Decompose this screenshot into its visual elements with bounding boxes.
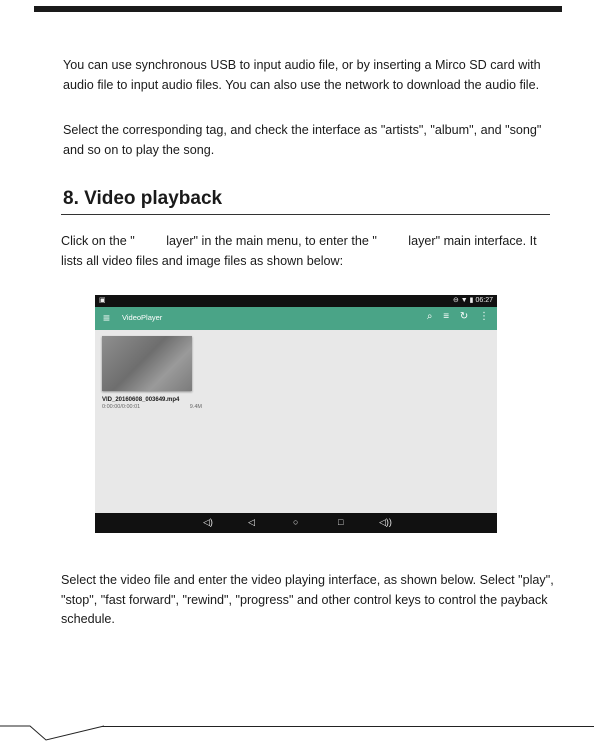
status-indicators: ⊖ ▼ ▮ 06:27	[453, 297, 493, 304]
playback-paragraph: Select the video file and enter the video playing interface, as shown below. Select "play", "stop", "fast forward", "rewind", "progress" and other control keys to control the payback schedule.	[61, 573, 554, 626]
video-player-screenshot	[95, 295, 497, 533]
refresh-icon[interactable]: ↻	[459, 311, 469, 322]
search-icon[interactable]: ⌕	[426, 311, 433, 322]
overflow-menu-icon[interactable]: ⋮	[479, 311, 489, 322]
page-header-bar	[34, 6, 562, 12]
section-title: 8. Video playback	[63, 188, 223, 209]
video-thumbnail[interactable]	[102, 336, 192, 391]
video-intro-paragraph: Click on the " layer" in the main menu, to enter the " layer" main interface. It lists all video files and image files as shown below:	[61, 234, 541, 268]
navigation-bar	[95, 513, 497, 533]
recents-icon[interactable]: □	[338, 517, 344, 527]
hamburger-menu-icon[interactable]: ≡	[103, 311, 111, 325]
sort-icon[interactable]: ≡	[443, 311, 450, 322]
footer-tab-shape	[0, 720, 110, 745]
volume-up-icon[interactable]: ◁))	[379, 517, 392, 527]
volume-down-icon[interactable]: ◁)	[203, 517, 213, 527]
section-divider	[61, 214, 550, 215]
tag-paragraph: Select the corresponding tag, and check the interface as "artists", "album", and "song" and so on to play the song.	[63, 123, 542, 157]
status-bar	[95, 295, 497, 307]
back-icon[interactable]: ◁	[248, 517, 255, 527]
app-title: VideoPlayer	[122, 313, 163, 322]
video-size: 9.4M	[189, 404, 202, 410]
notification-icon: ▣	[99, 297, 106, 304]
footer-line	[102, 726, 594, 727]
video-item[interactable]	[102, 336, 202, 410]
video-filename: VID_20160608_003649.mp4	[102, 397, 180, 403]
app-toolbar	[95, 307, 497, 330]
video-duration: 0:00:00/0:00:01	[102, 404, 141, 410]
home-icon[interactable]: ○	[293, 517, 299, 527]
intro-paragraph: You can use synchronous USB to input audio file, or by inserting a Mirco SD card with audio file to input audio files. You can also use the network to download the audio file.	[63, 58, 541, 92]
